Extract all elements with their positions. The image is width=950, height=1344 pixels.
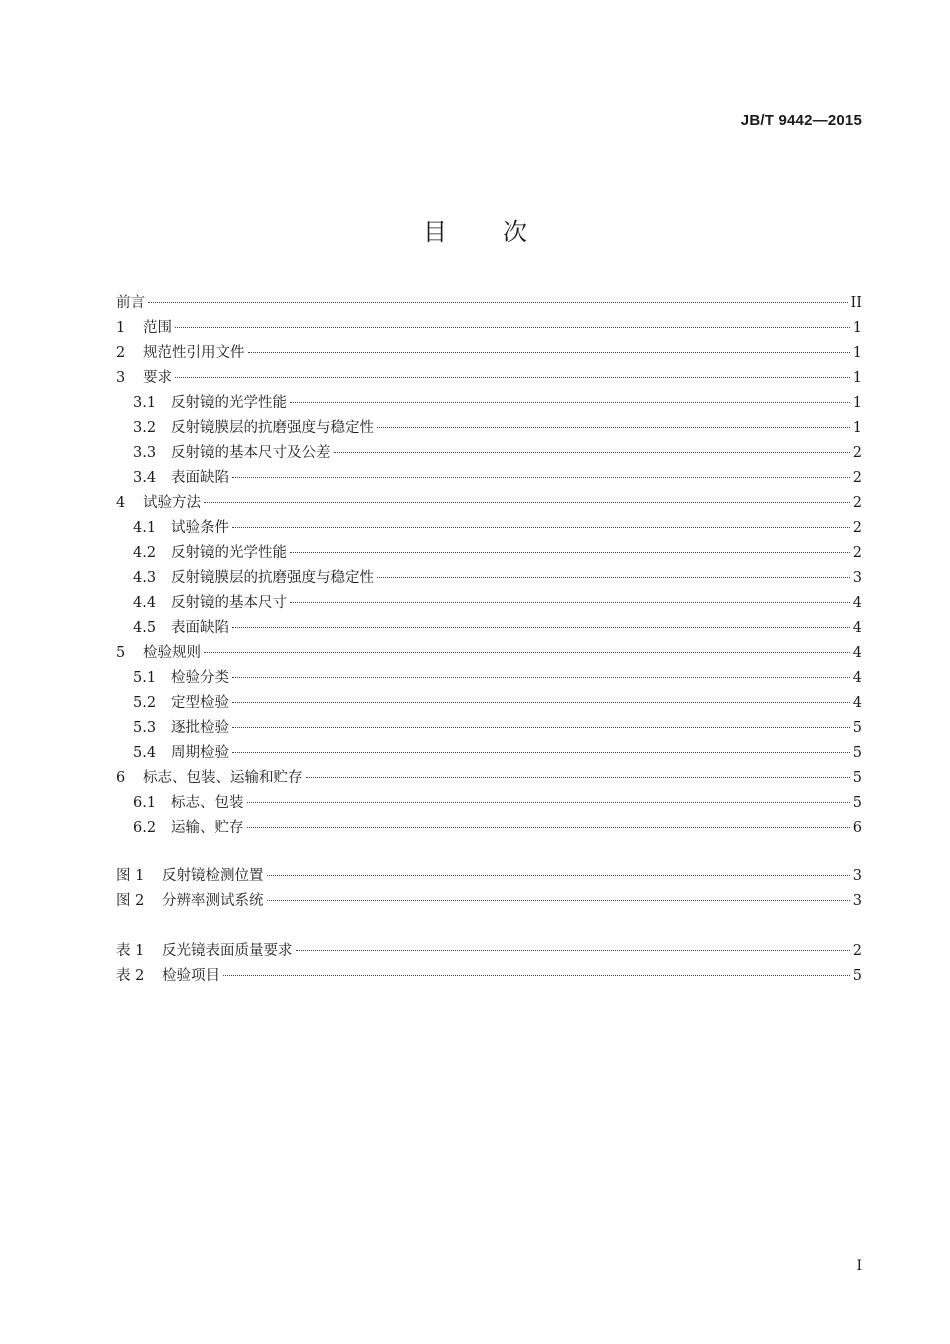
toc-entry[interactable]	[116, 466, 862, 491]
table-entry-page: 5	[852, 968, 862, 984]
toc-entry-label: 定型检验	[171, 695, 229, 711]
toc-entry-number: 6	[116, 770, 126, 786]
toc-entry-label: 反射镜膜层的抗磨强度与稳定性	[171, 420, 374, 436]
toc-entry-page: 5	[852, 795, 862, 811]
toc-entry-label: 规范性引用文件	[143, 345, 245, 361]
toc-entry-label: 运输、贮存	[171, 820, 244, 836]
figure-entry-label: 反射镜检测位置	[162, 868, 264, 884]
leader-dots	[247, 827, 850, 828]
toc-entry-number: 3.2	[133, 420, 157, 436]
toc-entry[interactable]	[116, 316, 862, 341]
table-entry-label: 反光镜表面质量要求	[162, 943, 293, 959]
leader-dots	[204, 502, 850, 503]
toc-entry-label: 表面缺陷	[171, 620, 229, 636]
leader-dots	[232, 727, 850, 728]
table-entry[interactable]	[116, 939, 862, 964]
leader-dots	[267, 875, 850, 876]
leader-dots	[232, 702, 850, 703]
toc-entry-page: 1	[852, 345, 862, 361]
toc-entry-number: 3	[116, 370, 126, 386]
leader-dots	[232, 677, 850, 678]
toc-entry[interactable]	[116, 766, 862, 791]
toc-entry-page: 1	[852, 420, 862, 436]
table-entry[interactable]	[116, 964, 862, 989]
figure-entry[interactable]	[116, 889, 862, 914]
toc-entry[interactable]	[116, 391, 862, 416]
toc-entry[interactable]	[116, 491, 862, 516]
figure-entry[interactable]	[116, 864, 862, 889]
toc-entry-page: 4	[852, 620, 862, 636]
toc-entry[interactable]	[116, 791, 862, 816]
toc-entry-page: 1	[852, 370, 862, 386]
table-entry-number: 表 2	[116, 968, 145, 984]
leader-dots	[204, 652, 850, 653]
figure-entry-number: 图 2	[116, 893, 145, 909]
toc-entry-number: 4.2	[133, 545, 157, 561]
toc-entry-number: 6.1	[133, 795, 157, 811]
toc-entry-label: 标志、包装	[171, 795, 244, 811]
toc-entry-label: 检验分类	[171, 670, 229, 686]
toc-entry[interactable]	[116, 516, 862, 541]
figure-entry-page: 3	[852, 893, 862, 909]
toc-entry-label: 反射镜的基本尺寸	[171, 595, 287, 611]
toc-entry-page: 2	[852, 520, 862, 536]
toc-entry-number: 3.1	[133, 395, 157, 411]
leader-dots	[377, 427, 850, 428]
figure-list	[116, 864, 862, 914]
toc-entry-page: 2	[852, 445, 862, 461]
toc-entry-label: 逐批检验	[171, 720, 229, 736]
toc-list	[116, 291, 862, 841]
leader-dots	[290, 602, 850, 603]
toc-entry[interactable]	[116, 416, 862, 441]
toc-entry-number: 1	[116, 320, 126, 336]
toc-entry-number: 4.4	[133, 595, 157, 611]
toc-entry[interactable]	[116, 441, 862, 466]
toc-entry-page: 5	[852, 720, 862, 736]
toc-entry-page: 4	[852, 645, 862, 661]
toc-entry[interactable]	[116, 291, 862, 316]
toc-entry-page: 2	[852, 545, 862, 561]
toc-entry-label: 反射镜膜层的抗磨强度与稳定性	[171, 570, 374, 586]
toc-entry-label: 要求	[143, 370, 172, 386]
toc-entry-label: 检验规则	[143, 645, 201, 661]
table-entry-number: 表 1	[116, 943, 145, 959]
table-entry-label: 检验项目	[162, 968, 220, 984]
leader-dots	[175, 327, 850, 328]
toc-entry[interactable]	[116, 816, 862, 841]
toc-entry[interactable]	[116, 741, 862, 766]
toc-entry[interactable]	[116, 691, 862, 716]
figure-entry-label: 分辨率测试系统	[162, 893, 264, 909]
toc-entry[interactable]	[116, 566, 862, 591]
toc-entry[interactable]	[116, 616, 862, 641]
toc-entry[interactable]	[116, 666, 862, 691]
toc-entry[interactable]	[116, 641, 862, 666]
toc-entry-label: 范围	[143, 320, 172, 336]
toc-entry-number: 4.3	[133, 570, 157, 586]
leader-dots	[223, 975, 850, 976]
toc-entry-number: 6.2	[133, 820, 157, 836]
standard-code: JB/T 9442—2015	[740, 112, 862, 129]
figure-entry-number: 图 1	[116, 868, 145, 884]
toc-entry-page: 1	[852, 395, 862, 411]
leader-dots	[232, 477, 850, 478]
leader-dots	[232, 627, 850, 628]
toc-entry-number: 3.3	[133, 445, 157, 461]
toc-entry-page: 5	[852, 770, 862, 786]
toc-entry[interactable]	[116, 341, 862, 366]
toc-entry-page: 1	[852, 320, 862, 336]
toc-entry-number: 5.4	[133, 745, 157, 761]
toc-entry-label: 标志、包装、运输和贮存	[143, 770, 303, 786]
toc-entry-label: 周期检验	[171, 745, 229, 761]
leader-dots	[296, 950, 850, 951]
toc-entry-page: 2	[852, 495, 862, 511]
toc-entry-label: 表面缺陷	[171, 470, 229, 486]
toc-entry-label: 反射镜的光学性能	[171, 545, 287, 561]
leader-dots	[377, 577, 850, 578]
leader-dots	[290, 402, 850, 403]
toc-entry-page: 3	[852, 570, 862, 586]
toc-entry-page: 5	[852, 745, 862, 761]
toc-entry[interactable]	[116, 591, 862, 616]
leader-dots	[175, 377, 850, 378]
toc-entry-label: 试验条件	[171, 520, 229, 536]
leader-dots	[232, 752, 850, 753]
toc-entry-number: 2	[116, 345, 126, 361]
toc-entry-label: 反射镜的光学性能	[171, 395, 287, 411]
toc-entry-label: 反射镜的基本尺寸及公差	[171, 445, 331, 461]
toc-entry-page: II	[850, 295, 862, 311]
toc-entry-number: 3.4	[133, 470, 157, 486]
leader-dots	[232, 527, 850, 528]
toc-entry-page: 6	[852, 820, 862, 836]
toc-entry-label: 前言	[116, 295, 145, 311]
table-list	[116, 939, 862, 989]
toc-entry-number: 4.5	[133, 620, 157, 636]
figure-entry-page: 3	[852, 868, 862, 884]
page-number: I	[856, 1258, 862, 1274]
toc-entry[interactable]	[116, 716, 862, 741]
toc-entry-page: 2	[852, 470, 862, 486]
leader-dots	[334, 452, 850, 453]
toc-entry-number: 5.2	[133, 695, 157, 711]
toc-entry-page: 4	[852, 595, 862, 611]
leader-dots	[267, 900, 850, 901]
table-entry-page: 2	[852, 943, 862, 959]
toc-entry-number: 5	[116, 645, 126, 661]
leader-dots	[290, 552, 850, 553]
toc-entry-number: 5.1	[133, 670, 157, 686]
toc-entry-label: 试验方法	[143, 495, 201, 511]
toc-entry-number: 4	[116, 495, 126, 511]
leader-dots	[247, 802, 850, 803]
toc-entry-page: 4	[852, 695, 862, 711]
leader-dots	[248, 352, 850, 353]
toc-entry[interactable]	[116, 541, 862, 566]
toc-entry[interactable]	[116, 366, 862, 391]
leader-dots	[306, 777, 850, 778]
toc-entry-number: 5.3	[133, 720, 157, 736]
page-title: 目次	[423, 218, 583, 246]
toc-entry-number: 4.1	[133, 520, 157, 536]
leader-dots	[148, 302, 848, 303]
toc-entry-page: 4	[852, 670, 862, 686]
